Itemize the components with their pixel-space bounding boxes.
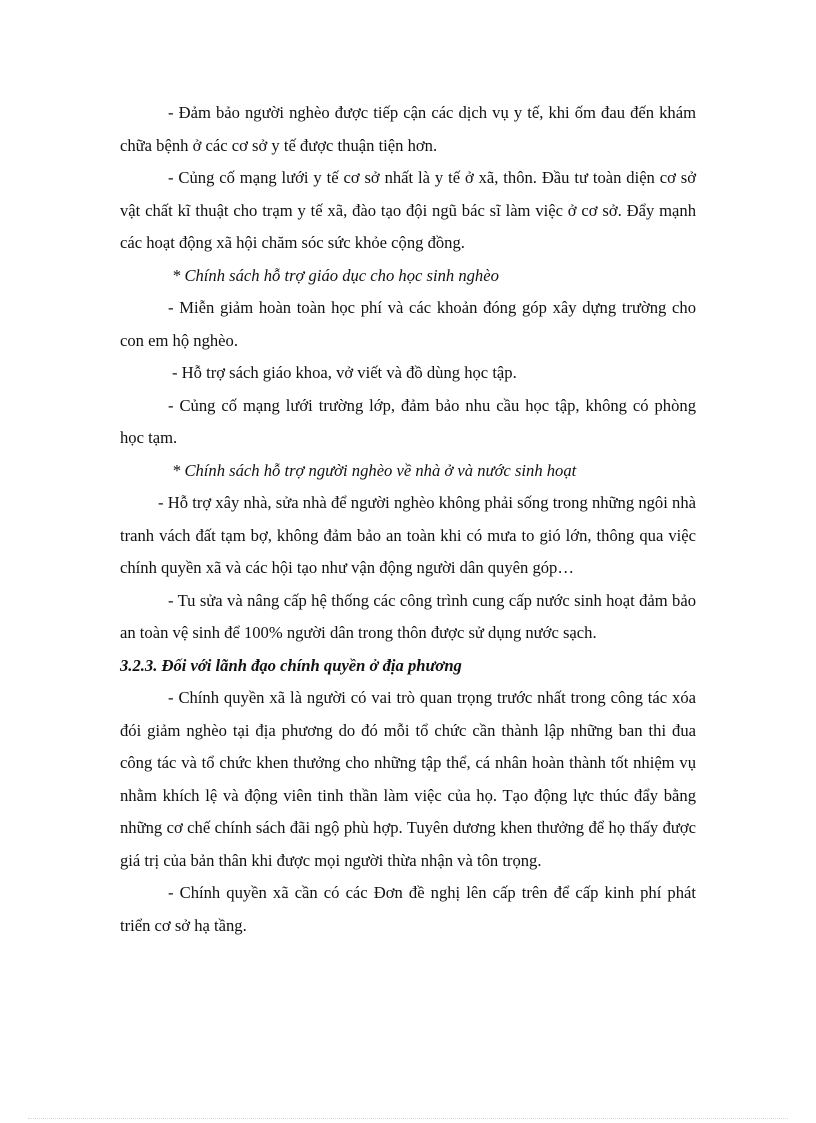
- section-heading-local-leadership: 3.2.3. Đối với lãnh đạo chính quyền ở địa phương: [120, 655, 462, 675]
- document-body: [120, 97, 696, 942]
- paragraph-tuition-exemption: - Miễn giảm hoàn toàn học phí và các khoản đóng góp xây dựng trường cho con em hộ nghèo.: [120, 298, 696, 350]
- subheading-housing-water-support: * Chính sách hỗ trợ người nghèo về nhà ở và nước sinh hoạt: [172, 460, 577, 480]
- paragraph-textbook-support: - Hỗ trợ sách giáo khoa, vở viết và đồ dùng học tập.: [172, 363, 517, 382]
- paragraph-commune-role: - Chính quyền xã là người có vai trò quan trọng trước nhất trong công tác xóa đói giảm nghèo tại địa phương do đó mỗi tổ chức cần thành lập những ban thi đua công tác và tổ chức khen thưởng cho những tập thể, cá nhân hoàn thành tốt nhiệm vụ nhằm khích lệ và động viên tinh thần làm việc của họ. Tạo động lực thúc đẩy bằng những cơ chế chính sách đãi ngộ phù hợp. Tuyên dương khen thưởng để họ thấy được giá trị của bản thân khi được mọi người thừa nhận và tôn trọng.: [120, 688, 696, 870]
- paragraph-infrastructure-funding: - Chính quyền xã cần có các Đơn đề nghị lên cấp trên để cấp kinh phí phát triển cơ sở hạ tầng.: [120, 883, 696, 935]
- paragraph-housing-support: - Hỗ trợ xây nhà, sửa nhà để người nghèo không phải sống trong những ngôi nhà tranh vách đất tạm bợ, không đảm bảo an toàn khi có mưa to gió lớn, thông qua việc chính quyền xã và các hội tạo như vận động người dân quyên góp…: [120, 493, 696, 577]
- subheading-education-support: * Chính sách hỗ trợ giáo dục cho học sinh nghèo: [172, 265, 499, 285]
- paragraph-health-network: - Củng cố mạng lưới y tế cơ sở nhất là y tế ở xã, thôn. Đầu tư toàn diện cơ sở vật chất kĩ thuật cho trạm y tế xã, đào tạo đội ngũ bác sĩ làm việc ở cơ sở. Đẩy mạnh các hoạt động xã hội chăm sóc sức khỏe cộng đồng.: [120, 168, 696, 252]
- paragraph-health-access: - Đảm bảo người nghèo được tiếp cận các dịch vụ y tế, khi ốm đau đến khám chữa bệnh ở các cơ sở y tế được thuận tiện hơn.: [120, 103, 696, 155]
- page-bottom-divider: [28, 1118, 788, 1119]
- paragraph-water-supply: - Tu sửa và nâng cấp hệ thống các công trình cung cấp nước sinh hoạt đảm bảo an toàn vệ sinh để 100% người dân trong thôn được sử dụng nước sạch.: [120, 590, 696, 642]
- paragraph-school-network: - Củng cố mạng lưới trường lớp, đảm bảo nhu cầu học tập, không có phòng học tạm.: [120, 395, 696, 447]
